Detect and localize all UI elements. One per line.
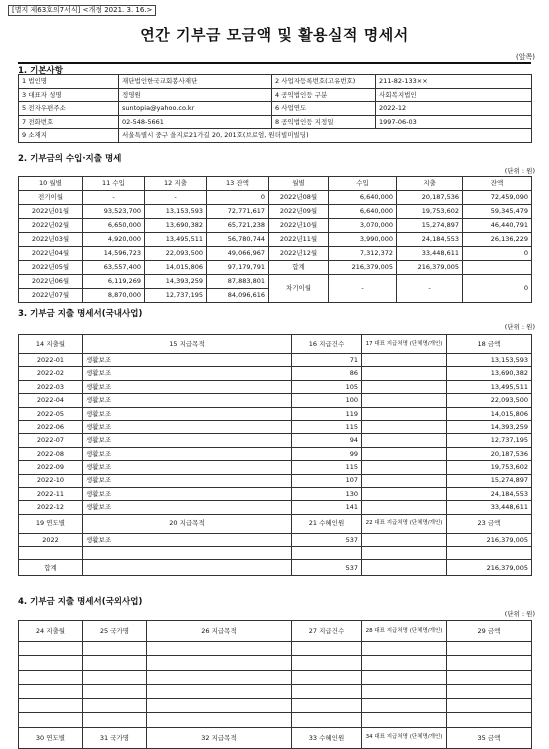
header-row xyxy=(19,177,532,191)
col-header: 27 지급건수 xyxy=(292,621,362,642)
purpose-cell: 생활보조 xyxy=(83,434,292,447)
label: 9 소재지 xyxy=(19,129,119,143)
balance-cell: 87,883,801 xyxy=(207,275,269,289)
col-header: 10 월별 xyxy=(19,177,83,191)
cell xyxy=(147,656,292,670)
recipient-cell xyxy=(362,501,447,514)
count-cell: 141 xyxy=(292,501,362,514)
month-cell: 2022년08월 xyxy=(269,191,329,205)
balance-cell: 72,771,617 xyxy=(207,205,269,219)
month-cell: 2022-06 xyxy=(19,420,83,433)
section1-heading: 1. 기본사항 xyxy=(18,66,63,76)
expense-row xyxy=(19,367,532,380)
header-row xyxy=(19,335,532,354)
col-header: 15 지급목적 xyxy=(83,335,292,354)
expense-row xyxy=(19,394,532,407)
document-title-text: 연간 기부금 모금액 및 활용실적 명세서 xyxy=(140,26,409,44)
value: suntopia@yahoo.co.kr xyxy=(119,102,272,116)
year-cell xyxy=(19,547,83,560)
income-expense-table xyxy=(18,176,532,303)
month-cell: 2022년01월 xyxy=(19,205,83,219)
expense-row xyxy=(19,461,532,474)
label: 8 공익법인등 지정일 xyxy=(272,115,376,129)
expense-cell: 15,274,897 xyxy=(397,219,463,233)
cell xyxy=(362,656,447,670)
month-cell: 2022년04월 xyxy=(19,247,83,261)
income-cell: 63,557,400 xyxy=(83,261,145,275)
value: 211-82-133×× xyxy=(376,75,532,89)
cell xyxy=(362,670,447,684)
cell xyxy=(447,699,532,713)
month-cell: 2022-02 xyxy=(19,367,83,380)
cell xyxy=(19,684,83,698)
cell xyxy=(19,642,83,656)
recipient-cell xyxy=(362,420,447,433)
income-cell: 3,990,000 xyxy=(329,233,397,247)
col-header: 30 연도별 xyxy=(19,727,83,748)
cell xyxy=(147,684,292,698)
col-header: 월별 xyxy=(269,177,329,191)
count-cell: 119 xyxy=(292,407,362,420)
month-cell: 2022년03월 xyxy=(19,233,83,247)
month-cell: 2022년06월 xyxy=(19,275,83,289)
purpose-cell: 생활보조 xyxy=(83,447,292,460)
month-row xyxy=(19,205,532,219)
beneficiary-cell xyxy=(292,547,362,560)
total-balance xyxy=(463,261,532,275)
amount-cell: 12,737,195 xyxy=(447,434,532,447)
col-header: 23 금액 xyxy=(447,514,532,533)
cell xyxy=(362,699,447,713)
label: 5 전자우편주소 xyxy=(19,102,119,116)
balance-cell: 0 xyxy=(463,247,532,261)
cell xyxy=(83,670,147,684)
recipient-cell xyxy=(362,394,447,407)
amount-cell: 24,184,553 xyxy=(447,487,532,500)
purpose-cell: 생활보조 xyxy=(83,474,292,487)
cell xyxy=(292,642,362,656)
col-header: 24 지출월 xyxy=(19,621,83,642)
month-cell: 2022-01 xyxy=(19,354,83,367)
cell xyxy=(19,713,83,727)
month-cell: 2022-11 xyxy=(19,487,83,500)
label: 1 법인명 xyxy=(19,75,119,89)
document-title xyxy=(0,24,549,45)
page-side: (앞쪽) xyxy=(516,53,535,61)
purpose-cell: 생활보조 xyxy=(83,420,292,433)
income-cell: 93,523,700 xyxy=(83,205,145,219)
amount-cell: 14,015,806 xyxy=(447,407,532,420)
cell xyxy=(292,670,362,684)
month-cell: 2022-05 xyxy=(19,407,83,420)
cell xyxy=(362,684,447,698)
count-cell: 71 xyxy=(292,354,362,367)
col-header: 16 지급건수 xyxy=(292,335,362,354)
purpose-cell: 생활보조 xyxy=(83,367,292,380)
expense-cell: 22,093,500 xyxy=(145,247,207,261)
section3-heading: 3. 기부금 지출 명세서(국내사업) xyxy=(18,309,143,319)
cell xyxy=(83,699,147,713)
section3-unit: (단위 : 원) xyxy=(504,323,535,331)
amount-cell: 15,274,897 xyxy=(447,474,532,487)
col-header: 31 국가명 xyxy=(83,727,147,748)
total-income: 216,379,005 xyxy=(329,261,397,275)
value: 2022-12 xyxy=(376,102,532,116)
domestic-expense-table xyxy=(18,334,532,576)
total-label: 합계 xyxy=(19,560,83,576)
income-cell: 6,640,000 xyxy=(329,205,397,219)
recipient-cell xyxy=(362,367,447,380)
cell xyxy=(292,713,362,727)
section2-heading: 2. 기부금의 수입·지출 명세 xyxy=(18,154,122,164)
balance-cell: 72,459,090 xyxy=(463,191,532,205)
month-row xyxy=(19,261,532,275)
cell xyxy=(83,642,147,656)
label: 7 전화번호 xyxy=(19,115,119,129)
purpose-cell: 생활보조 xyxy=(83,394,292,407)
expense-cell: 14,015,806 xyxy=(145,261,207,275)
cell xyxy=(83,713,147,727)
balance-cell: 65,721,238 xyxy=(207,219,269,233)
value: 정영원 xyxy=(119,88,272,102)
cell xyxy=(292,656,362,670)
expense-row xyxy=(19,420,532,433)
cell xyxy=(362,642,447,656)
empty-cell xyxy=(362,560,447,576)
income-cell: 6,119,269 xyxy=(83,275,145,289)
overseas-expense-table xyxy=(18,620,532,749)
carry-expense: - xyxy=(397,275,463,303)
col-header: 수입 xyxy=(329,177,397,191)
expense-cell: 33,448,611 xyxy=(397,247,463,261)
overseas-row xyxy=(19,642,532,656)
recipient-cell xyxy=(362,487,447,500)
purpose-cell: 생활보조 xyxy=(83,533,292,546)
col-header: 32 지급목적 xyxy=(147,727,292,748)
month-row xyxy=(19,191,532,205)
income-cell: 14,596,723 xyxy=(83,247,145,261)
year-row xyxy=(19,547,532,560)
label: 3 대표자 성명 xyxy=(19,88,119,102)
purpose-cell: 생활보조 xyxy=(83,487,292,500)
total-expense: 216,379,005 xyxy=(397,261,463,275)
cell xyxy=(147,699,292,713)
count-cell: 107 xyxy=(292,474,362,487)
count-cell: 100 xyxy=(292,394,362,407)
amount-cell: 14,393,259 xyxy=(447,420,532,433)
beneficiary-cell: 537 xyxy=(292,533,362,546)
income-cell: 3,070,000 xyxy=(329,219,397,233)
overseas-row xyxy=(19,713,532,727)
col-header: 17 대표 지급처명 (단체명/개인) xyxy=(362,335,447,354)
header-row xyxy=(19,621,532,642)
purpose-cell: 생활보조 xyxy=(83,380,292,393)
balance-cell: 0 xyxy=(207,191,269,205)
balance-cell: 97,179,791 xyxy=(207,261,269,275)
purpose-cell: 생활보조 xyxy=(83,461,292,474)
basic-info-row xyxy=(19,75,532,89)
cell xyxy=(292,684,362,698)
col-header: 21 수혜인원 xyxy=(292,514,362,533)
expense-row xyxy=(19,487,532,500)
basic-info-row xyxy=(19,115,532,129)
amount-cell: 13,495,511 xyxy=(447,380,532,393)
col-header: 29 금액 xyxy=(447,621,532,642)
month-cell: 2022년10월 xyxy=(269,219,329,233)
amount-cell xyxy=(447,547,532,560)
expense-cell: 20,187,536 xyxy=(397,191,463,205)
expense-cell: 13,153,593 xyxy=(145,205,207,219)
basic-info-row xyxy=(19,88,532,102)
overseas-row xyxy=(19,656,532,670)
purpose-cell xyxy=(83,547,292,560)
month-cell: 2022년09월 xyxy=(269,205,329,219)
label: 2 사업자등록번호(고유번호) xyxy=(272,75,376,89)
month-cell: 2022-08 xyxy=(19,447,83,460)
expense-row xyxy=(19,501,532,514)
balance-cell: 49,066,967 xyxy=(207,247,269,261)
count-cell: 130 xyxy=(292,487,362,500)
amount-cell: 33,448,611 xyxy=(447,501,532,514)
purpose-cell: 생활보조 xyxy=(83,354,292,367)
carry-balance: 0 xyxy=(463,275,532,303)
amount-cell: 13,153,593 xyxy=(447,354,532,367)
section2-unit: (단위 : 원) xyxy=(504,167,535,175)
expense-cell: 14,393,259 xyxy=(145,275,207,289)
balance-cell: 59,345,479 xyxy=(463,205,532,219)
amount-cell: 22,093,500 xyxy=(447,394,532,407)
col-header: 18 금액 xyxy=(447,335,532,354)
cell xyxy=(362,713,447,727)
income-cell: 6,650,000 xyxy=(83,219,145,233)
expense-row xyxy=(19,474,532,487)
col-header: 11 수입 xyxy=(83,177,145,191)
expense-cell: 12,737,195 xyxy=(145,289,207,303)
count-cell: 86 xyxy=(292,367,362,380)
cell xyxy=(447,713,532,727)
basic-info-table xyxy=(18,74,532,143)
value: 1997-06-03 xyxy=(376,115,532,129)
month-cell: 2022-07 xyxy=(19,434,83,447)
month-cell: 2022-12 xyxy=(19,501,83,514)
year-row xyxy=(19,533,532,546)
carry-income: - xyxy=(329,275,397,303)
purpose-cell: 생활보조 xyxy=(83,407,292,420)
total-amount: 216,379,005 xyxy=(447,560,532,576)
month-row xyxy=(19,247,532,261)
income-cell: 7,312,372 xyxy=(329,247,397,261)
col-header: 14 지출월 xyxy=(19,335,83,354)
count-cell: 115 xyxy=(292,420,362,433)
cell xyxy=(147,713,292,727)
carry-label: 차기이월 xyxy=(269,275,329,303)
col-header: 26 지급목적 xyxy=(147,621,292,642)
expense-row xyxy=(19,354,532,367)
recipient-cell xyxy=(362,434,447,447)
recipient-cell xyxy=(362,407,447,420)
month-cell: 2022년12월 xyxy=(269,247,329,261)
month-row xyxy=(19,233,532,247)
value: 사회복지법인 xyxy=(376,88,532,102)
month-cell: 2022-09 xyxy=(19,461,83,474)
section4-unit: (단위 : 원) xyxy=(504,610,535,618)
total-count: 537 xyxy=(292,560,362,576)
amount-cell: 216,379,005 xyxy=(447,533,532,546)
recipient-cell xyxy=(362,447,447,460)
cell xyxy=(19,699,83,713)
expense-row xyxy=(19,434,532,447)
month-cell: 2022년05월 xyxy=(19,261,83,275)
col-header: 12 지출 xyxy=(145,177,207,191)
expense-cell: 24,184,553 xyxy=(397,233,463,247)
col-header: 33 수혜인원 xyxy=(292,727,362,748)
month-cell: 2022-10 xyxy=(19,474,83,487)
form-number: [별지 제63호의7서식] <개정 2021. 3. 16.> xyxy=(8,5,156,16)
month-row xyxy=(19,219,532,233)
top-rule xyxy=(18,62,531,64)
cell xyxy=(147,670,292,684)
balance-cell: 46,440,791 xyxy=(463,219,532,233)
income-cell: 8,870,000 xyxy=(83,289,145,303)
income-cell: 4,920,000 xyxy=(83,233,145,247)
overseas-row xyxy=(19,699,532,713)
expense-cell: - xyxy=(145,191,207,205)
col-header: 22 대표 지급처명 (단체명/개인) xyxy=(362,514,447,533)
cell xyxy=(19,670,83,684)
col-header: 20 지급목적 xyxy=(83,514,292,533)
value: 재단법인한국교회봉사재단 xyxy=(119,75,272,89)
expense-cell: 19,753,602 xyxy=(397,205,463,219)
label: 6 사업연도 xyxy=(272,102,376,116)
income-cell: 6,640,000 xyxy=(329,191,397,205)
address-row xyxy=(19,129,532,143)
cell xyxy=(447,642,532,656)
expense-row xyxy=(19,407,532,420)
recipient-cell xyxy=(362,380,447,393)
month-cell: 2022년02월 xyxy=(19,219,83,233)
col-header: 34 대표 지급처명 (단체명/개인) xyxy=(362,727,447,748)
col-header: 13 잔액 xyxy=(207,177,269,191)
cell xyxy=(83,684,147,698)
recipient-cell xyxy=(362,461,447,474)
overseas-row xyxy=(19,670,532,684)
expense-cell: 13,690,382 xyxy=(145,219,207,233)
col-header: 28 대표 지급처명 (단체명/개인) xyxy=(362,621,447,642)
month-cell: 2022년07월 xyxy=(19,289,83,303)
expense-row xyxy=(19,380,532,393)
recipient-cell xyxy=(362,547,447,560)
amount-cell: 20,187,536 xyxy=(447,447,532,460)
income-cell: - xyxy=(83,191,145,205)
cell xyxy=(447,684,532,698)
expense-cell: 13,495,511 xyxy=(145,233,207,247)
cell xyxy=(83,656,147,670)
balance-cell: 56,780,744 xyxy=(207,233,269,247)
expense-row xyxy=(19,447,532,460)
total-label: 합계 xyxy=(269,261,329,275)
label: 4 공익법인등 구분 xyxy=(272,88,376,102)
balance-cell: 26,136,229 xyxy=(463,233,532,247)
balance-cell: 84,096,616 xyxy=(207,289,269,303)
count-cell: 105 xyxy=(292,380,362,393)
col-header: 잔액 xyxy=(463,177,532,191)
count-cell: 115 xyxy=(292,461,362,474)
year-cell: 2022 xyxy=(19,533,83,546)
overseas-row xyxy=(19,684,532,698)
recipient-cell xyxy=(362,474,447,487)
cell xyxy=(292,699,362,713)
amount-cell: 13,690,382 xyxy=(447,367,532,380)
recipient-cell xyxy=(362,354,447,367)
cell xyxy=(447,656,532,670)
cell xyxy=(447,670,532,684)
amount-cell: 19,753,602 xyxy=(447,461,532,474)
col-header: 19 연도별 xyxy=(19,514,83,533)
total-row xyxy=(19,560,532,576)
month-cell: 2022-03 xyxy=(19,380,83,393)
year-header-row xyxy=(19,514,532,533)
value: 02-548-5661 xyxy=(119,115,272,129)
month-row xyxy=(19,275,532,289)
empty-cell xyxy=(83,560,292,576)
cell xyxy=(147,642,292,656)
year-header-row xyxy=(19,727,532,748)
count-cell: 94 xyxy=(292,434,362,447)
basic-info-row xyxy=(19,102,532,116)
col-header: 35 금액 xyxy=(447,727,532,748)
count-cell: 99 xyxy=(292,447,362,460)
col-header: 25 국가명 xyxy=(83,621,147,642)
month-cell: 2022년11월 xyxy=(269,233,329,247)
cell xyxy=(19,656,83,670)
month-cell: 전기이월 xyxy=(19,191,83,205)
month-cell: 2022-04 xyxy=(19,394,83,407)
col-header: 지출 xyxy=(397,177,463,191)
section4-heading: 4. 기부금 지출 명세서(국외사업) xyxy=(18,597,143,607)
purpose-cell: 생활보조 xyxy=(83,501,292,514)
address-value: 서울특별시 중구 을지로21가길 20, 201호(브로엄, 원더빌미빌딩) xyxy=(119,129,532,143)
recipient-cell xyxy=(362,533,447,546)
